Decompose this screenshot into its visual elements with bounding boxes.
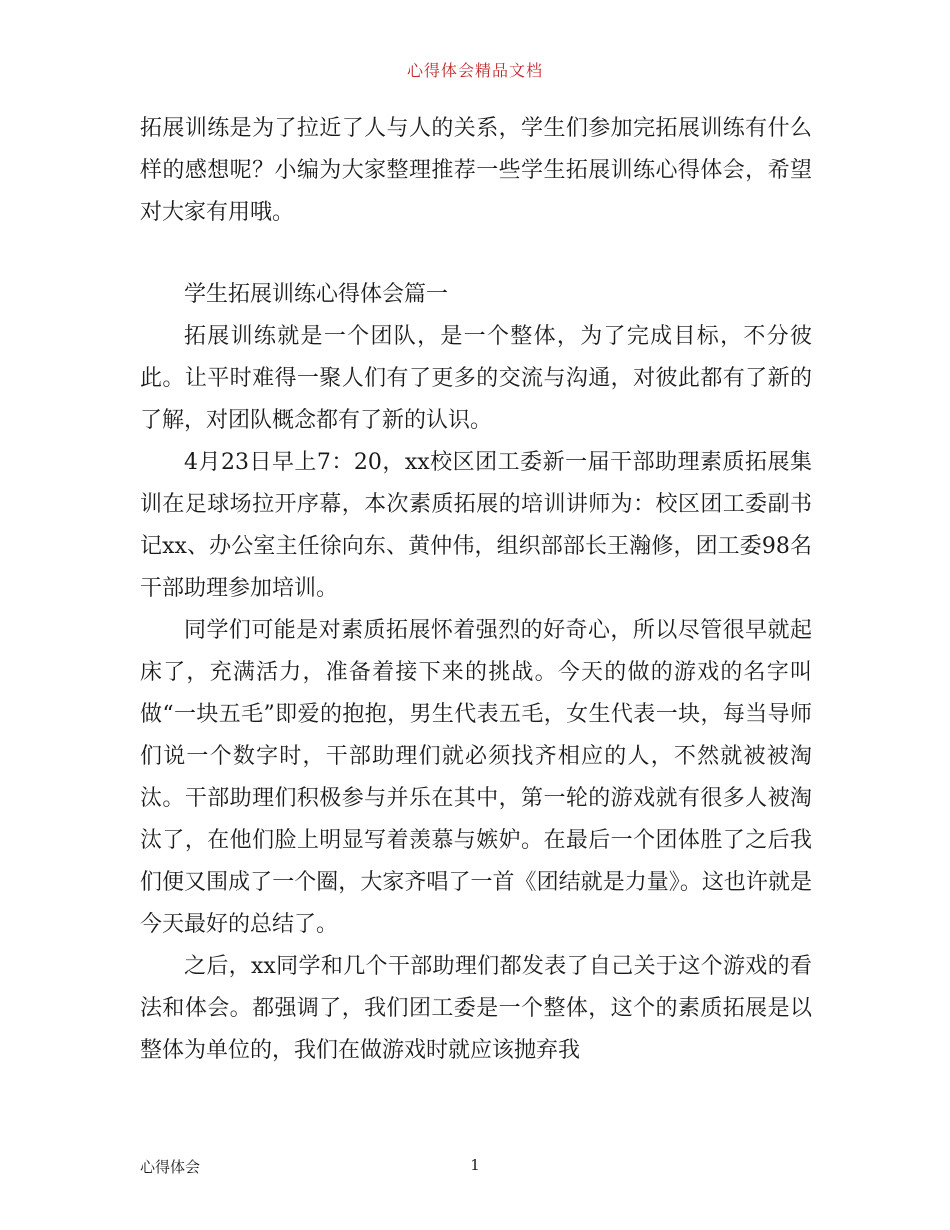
section-title: 学生拓展训练心得体会篇一 [184, 282, 449, 307]
page-header-title: 心得体会精品文档 [406, 61, 543, 80]
footer-label: 心得体会 [140, 1158, 201, 1176]
body-paragraph: 4月23日早上7：20，xx校区团工委新一届干部助理素质拓展集训在足球场拉开序幕，本次素质拓展的培训讲师为：校区团工委副书记xx、办公室主任徐向东、黄仲伟，组织部部长王瀚修，团工委98名干部助理参加培训。 [140, 450, 812, 601]
body-paragraph: 同学们可能是对素质拓展怀着强烈的好奇心，所以尽管很早就起床了，充满活力，准备着接下来的挑战。今天的做的游戏的名字叫做“一块五毛”即爱的抱抱，男生代表五毛，女生代表一块，每当导师们说一个数字时，干部助理们就必须找齐相应的人，不然就被被淘汰。干部助理们积极参与并乐在其中，第一轮的游戏就有很多人被淘汰了，在他们脸上明显写着羡慕与嫉妒。在最后一个团体胜了之后我们便又围成了一个圈，大家齐唱了一首《团结就是力量》。这也许就是今天最好的总结了。 [140, 618, 812, 937]
body-paragraph: 拓展训练就是一个团队，是一个整体，为了完成目标，不分彼此。让平时难得一聚人们有了更多的交流与沟通，对彼此都有了新的了解，对团队概念都有了新的认识。 [140, 324, 812, 433]
document-body [140, 108, 812, 1072]
page-number: 1 [470, 1156, 480, 1174]
intro-paragraph: 拓展训练是为了拉近了人与人的关系，学生们参加完拓展训练有什么样的感想呢？小编为大家整理推荐一些学生拓展训练心得体会，希望对大家有用哦。 [140, 116, 812, 225]
body-paragraph: 之后，xx同学和几个干部助理们都发表了自己关于这个游戏的看法和体会。都强调了，我们团工委是一个整体，这个的素质拓展是以整体为单位的，我们在做游戏时就应该抛弃我 [140, 954, 812, 1063]
